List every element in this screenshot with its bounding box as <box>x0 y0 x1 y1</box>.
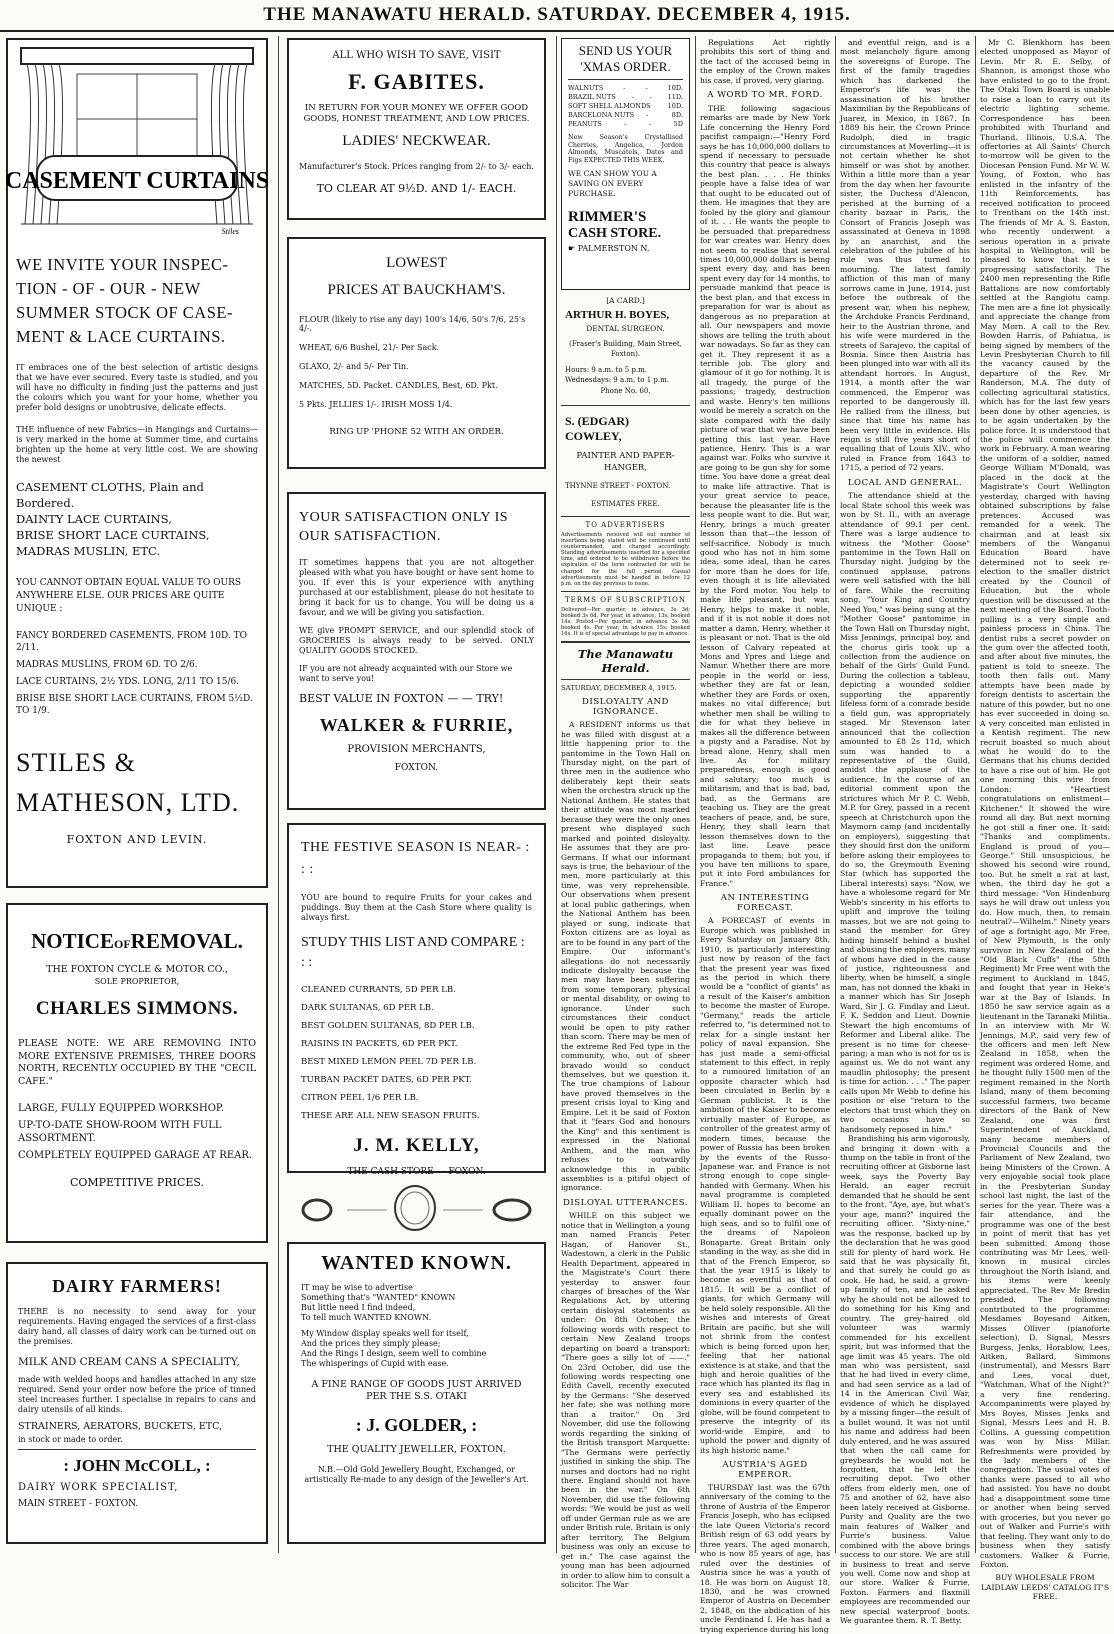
kelly-name: J. M. KELLY, <box>353 1135 480 1156</box>
cowley-trade: PAINTER AND PAPER-HANGER, <box>576 451 675 473</box>
column-rule <box>975 36 976 1553</box>
boyes-card <box>561 290 690 401</box>
article-body: THE following sagacious remarks are made by New York Life concerning the Henry Ford pacifist campaign:—"Henry Ford says he has 10,000,000 dollars to spend if necessary to persuade this country that peace is always the best plan. . . . He thinks people have a false idea of war that ought to be educated out of them. He imagines that they are fooled by the glory and glamour of it. . . He wants the people to be persuaded that preparedness for war creates war. Henry does not seem to realise that several times 10,000,000 dollars is being spent every day, and has been spent every day for 14 months, to persuade mankind that peace is the best plan, and that excess in preparation for war is about as dangerous as no preparation at all. Our newspapers and movie shows are telling the truth about war nowadays. So far as they can get it. They represent it as a terrible job. The glory and glamour of it go for nothing. It is all tragedy, the purge of the passions; tragedy, destruction and waste. Henry's ten millions would be merely a scratch on the slate compared with the daily picture of war that we have been getting this last year. Have patience, Henry. This is a war against war. Folks who survive it are going to be gun shy for some time. You have done a great deal to make life attractive. That is your great service to peace, because the pleasanter life is the less people want to die. But war, Henry, brings a much greater lesson than that—the lesson of self-sacrifice. Nobody is much good who has not in him some idea, some ideal, than he cares for more than he does for life, even though it is life alleviated by the Ford motor. You help to make life pleasant, but war, Henry, helps to make it noble, and if it is not noble it does not matter a damn, Henry, whether it is pleasant or not. That is the old lesson of Calvary repeated at Mons and Ypres and Liege and Namur. Whether there are more people in the world or less, whether they are fat or lean, whether they are Fords or oxen, makes no vital difference; but whether men shall be willing to die for what they believe in makes all the difference between a pigsty and a Paradise. Not by bread alone, Henry, shall men live. As for military preparedness, enough is good and salutary; too much is militarism, and that is bad, bad, bad, as the Germans are teaching us. They are the great teachers of peace, and, be sure, Henry, they shall learn that lesson themselves down to the last line. Leave peace propaganda to them; but you, if you have ten millions to spare, put it into Ford ambulances for France." <box>700 103 830 888</box>
removal-ad <box>6 903 268 1243</box>
curtains-line: DAINTY LACE CURTAINS, <box>16 512 172 526</box>
article-body: and eventful reign, and is a most melancholy figure among the sovereigns of Europe. The first of the family tragedies which has darkened the Emperor's life was the assassination of his brother Maximilian by the Republicans of Juarez, in Mexico, in 1867. In 1889 his heir, the Crown Prince Rudolph, died in tragic circumstances at Moverling—it is not certain whether he shot himself or was shot by another. Within a little more than a year from the day when her favourite sister, the Duchess d'Alencon, perished at the burning of a charity bazaar in Paris, the Consort of Francis Joseph was assassinated at Geneva in 1898 by an anarchist, and the celebration of the jubilee of his rule was thus turned to mourning. The latest family affliction of this man of many sorrows came in June, 1914, just before the outbreak of the present war, when his nephew, the Archduke Francis Ferdinand, heir to the Austrian throne, and his wife were murdered in the streets of Sarajevo, the capital of Bosnia. Since then Austria has been plunged into war with all its attendant horrors. In August, 1914, a month after the war commenced, the Emperor was reported to be dangerously ill. He rallied from the illness, but since that time his name has been very little in evidence. His reign is still five years short of equalling that of Louis XIV., who ruled in France from 1643 to 1715, a period of 72 years. <box>840 38 970 473</box>
rimmer-cash: CASH STORE. <box>568 226 662 242</box>
removal-owner: CHARLES SIMMONS. <box>35 998 239 1019</box>
boyes-trade: DENTAL SURGEON. <box>586 324 665 333</box>
article-heading: AUSTRIA'S AGED EMPEROR. <box>722 1460 808 1480</box>
curtains-heading: WE INVITE YOUR INSPEC-TION - OF - OUR - NEW SUMMER STOCK OF CASE-MENT & LACE CURTAINS. <box>16 255 233 346</box>
advertisers-heading: TO ADVERTISERS <box>585 521 666 529</box>
walker-firm: WALKER & FURRIE, <box>319 715 514 735</box>
kelly-study: STUDY THIS LIST AND COMPARE : : : <box>301 935 525 970</box>
golder-verse: To tell much WANTED KNOWN. <box>301 1313 432 1322</box>
rimmer-heading: SEND US YOUR 'XMAS ORDER. <box>578 43 673 74</box>
gabites-line: ALL WHO WISH TO SAVE, VISIT <box>332 50 501 61</box>
curtains-line: MADRAS MUSLIN, ETC. <box>16 544 161 558</box>
golder-name: : J. GOLDER, : <box>355 1415 478 1435</box>
article-heading: A WORD TO MR. FORD. <box>707 90 823 101</box>
golder-trade: THE QUALITY JEWELLER, FOXTON. <box>327 1444 506 1455</box>
bauckham-item: FLOUR (likely to rise any day) 100's 14/6, 50's 7/6, 25's 4/-. <box>299 315 526 333</box>
removal-note: PLEASE NOTE: WE ARE REMOVING INTO MORE EXTENSIVE PREMISES, THREE DOORS NORTH, RECENTLY OCCUPIED BY THE "CECIL CAFE." <box>18 1038 256 1087</box>
curtains-line: CASEMENT CLOTHS, Plain and Bordered. <box>16 480 204 510</box>
paper-title: The Manawatu Herald. <box>577 647 674 676</box>
dairy-trade: DAIRY WORK SPECIALIST, <box>18 1482 179 1493</box>
column-5 <box>700 38 830 1634</box>
rimmer-row: WALNUTS - - 10D. <box>568 84 683 92</box>
curtains-ad <box>6 38 268 888</box>
curtains-price: MADRAS MUSLINS, FROM 6D. TO 2/6. <box>16 660 198 670</box>
article-body: A FORECAST of events in Europe which was published in Every Saturday on January 8th, 1910, is particularly interesting just now by reason of the fact that the present year was fixed as the period in which there would be a "conflict of giants" as a result of the Kaiser's ambition to become the master of Europe. "Germany," reads the article referred to, "is determined not to relax for a single instant her policy of naval expansion. She has just made a semi-official statement to this effect, in reply to a rumoured limitation of an opposite character which had been circulated in Berlin by a German publicist. It is the ambition of the Kaiser to become virtually master of Europe, as controller of the greatest army of modern times, because the power of Russia has been broken by the events of the Russo-Japanese war, and France is not strong enough to cope single-handed with Germany. When his naval programme is completed William II. hopes to become an equally dominant power on the high seas, and so to fulfil one of the dreams of Napoleon Bonaparte. Great Britain only standing in the way, as she did in that of the French Emperor, so that the year 1915 is likely to become as eventful as that of 1815. It will be a conflict of giants, for which Germany will be held solely responsible. All the wishes and interests of Great Britain are pacific, but she will not shrink from the contest which is being forced upon her, feeling that her national existence is at stake, and that the high and heroic qualities of the race which has planted its flag in every sea and established its dominions in every quarter of the globe, will be found competent to preserve the integrity of its world-wide Empire, and to uphold the power and dignity of its high historic name." <box>700 916 830 1455</box>
removal-line: UP-TO-DATE SHOW-ROOM WITH FULL ASSORTMENT. <box>18 1120 222 1144</box>
paper-date: SATURDAY, DECEMBER 4, 1915. <box>561 684 677 693</box>
removal-line: COMPETITIVE PRICES. <box>69 1176 205 1189</box>
gabites-clear: TO CLEAR AT 9½D. AND 1/- EACH. <box>316 182 517 195</box>
kelly-item: CITRON PEEL 1/6 PER LB. <box>301 1093 419 1103</box>
curtains-firm: STILES & MATHESON, LTD. <box>16 748 240 817</box>
golder-verse: And the Rings I design, seem well to combine <box>301 1349 487 1358</box>
column-7 <box>980 38 1110 1602</box>
article-body: Brandishing his arm vigorously, and bringing it down with a thump on the table in front of the recruiting officer at Gisborne last week, says the Poverty Bay Herald, an eager recruit demanded that he should be sent to the front. "Aye, aye, but what's your age, mann?" inquired the recruiting officer. "Sixty-nine," was the response, backed up by the declaration that he was good still for plenty of hard work. He said that he was physically fit, and that surely he could go as cook. He had, he said, a grown-up family of ten, and he asked why he should not be allowed to do something for his King and country. The grey-haired old volunteer was warmly commended for his excellent spirit, but was informed that the age limit was 45 years. The old man who was persistent, said that he had lived in every clime, and had seen service as a lad of 14 in the American Civil War, evidence of which he displayed by a missing finger—the result of a bullet wound. It was not until his name and address had been duly entered, and he was assured that when the call came for greybeards he would not be forgotten, that he left the recruiting depot. Two other offers from elderly men, one of 75 and another of 62, have also been lately received at Gisborne. Purity and Quality are the two main features of Walker and Furrie's business. Value combined with the above brings success to our store. We are still in business to treat and serve you well. Come now and shop at our store. Walker & Furrie, Foxton. Farmers and flaxmill employees are recommended our new special waterproof boots. We guarantee them. R. T. Betty. <box>840 1134 970 1626</box>
removal-sole: SOLE PROPRIETOR, <box>94 977 180 986</box>
dairy-para: THERE is no necessity to send away for your requirements. Having engaged the services of a first-class dairy hand, all classes of dairy work can be turned out on the premises. <box>18 1307 256 1346</box>
walker-para: WE give PROMPT SERVICE, and our splendid stock of GROCERIES is always ready to be served. ONLY QUALITY GOODS STOCKED. <box>299 626 534 655</box>
article-body: THURSDAY last was the 67th anniversary of the coming to the throne of Austria of the Emperor Francis Joseph, who has eclipsed the late Queen Victoria's record British reign of 63 odd years by three years. The aged monarch, who is now 85 years of age, has ruled over the destinies of Austria since he was a youth of 18. He was born on August 18, 1830, and he was crowned Emperor of Austria on December 2, 1848, on the abdication of his uncle Ferdinand I. He has had a trying experience during his long <box>700 1482 830 1634</box>
article-heading: DISLOYALTY AND IGNORANCE. <box>582 697 669 717</box>
dairy-street: MAIN STREET - FOXTON. <box>18 1499 139 1509</box>
kelly-item: CLEANED CURRANTS, 5D PER LB. <box>301 985 456 995</box>
article-heading: AN INTERESTING FORECAST. <box>720 893 810 913</box>
cowley-street: THYNNE STREET - FOXTON. <box>565 482 671 490</box>
walker-heading: YOUR SATISFACTION ONLY IS OUR SATISFACTION. <box>299 510 509 544</box>
article-body: Mr C. Blenkhorn has been elected unopposed as Mayor of Levin. Mr R. E. Selby, of Shannon, is amongst those who have enlisted to go to the front. The Otaki Town Board is unable to raise a loan to carry out its electric lighting scheme. Correspondence has been prohibited with Thurland and Thurland, Illinois, U.S.A. The offertories at All Saints' Church to-morrow will be given to the Diocesan Pension Fund. Mr W. W. Young, of Foxton, who has enlisted in the infantry of the 11th Reinforcements, has received notification to proceed to Trentham on the 14th inst. The friends of Mr A. S. Easton, who recently underwent a serious operation in a private hospital in Wellington, will be pleased to know that he is progressing satisfactorily. The 2400 men representing the Rifle Battalions are now comfortably settled at the Rangiotu camp. The men are a fine lot physically and appreciate the change from May Morn. A call to the Rev. Bowden Harris, of Pahiatua, is being signed by members of the Levin Presbyterian Church to fill the vacancy caused by the departure of the Rev. Mr Randerson, M.A. The duty of collecting agricultural statistics, which has for the last few years been done by other agencies, is to be again undertaken by the police force. It is understood that the police will commence the work in February. A man wearing the uniform of a soldier, named George William M'Donald, was placed in the dock at the Magistrate's Court Wellington yesterday, charged with having obtained subscriptions by false pretences. Accused was remanded for a week. The chairman and at least six members of the Wanganui Education Board have determined not to seek re-election to the smaller district created by the Council of Education, but the whole question will be discussed at the next meeting of the Board. Tooth-pulling is a very simple and painless process in China. The dentist rubs a secret powder on the gum over the affected tooth, and after about five minutes, the patient is told to sneeze. The tooth then falls out. Many attempts have been made by foreign dentists to ascertain the nature of this powder, but no one has ever succeeded in doing so. A very conceited man enlisted in a Kentish regiment. The new recruit boasted so much about what he would do to the Germans that his chums decided to have a rise out of him. He got one morning this wire from London: "Heartiest congratulations on enlistment—Kitchener." It showed the wire round all day. But next morning he got still a finer one. It said: "Thanks and compliments. England is proud of you—George." Still unsuspicious, he showed his second wire round, too. But he smelt a rat at last, when, the third day he got a third message: "Von Hindenburg says he will draw out unless you do. How much, then, to remain neutral?—Wilhelm." Ninety years of age a fortnight ago, Mr Free, of New Plymouth, is the only survivor in New Zealand of the "Old Black Cuffs" (the 58th Regiment) Mr Free went with the regiment to Auckland in 1845, and fought that year in Heke's war at the Bay of Islands. In 1850 he saw service again as a lieutenant in the Taranaki Militia. In an interview with Mr W. Jennings, M.P., said very few of the officers and men left New Zealand in 1858, when the regiment was ordered Home, and he thought fully 1500 men of the regiment remained in the North Island, many of them becoming successful farmers, two became directors of the Bank of New Zealand, one was first Superintendent of Auckland, many became members of Provincial Councils and the Parliament of New Zealand, two being Ministers of the Crown. A very enjoyable social took place in the Presbyterian Sunday school last night, the last of the series for the year. There was a fair attendance, and the programme was one of the best in point of merit that has yet been submitted. Among those contributing was Mr Lees, well-known in musical circles throughout the North Island, and his items were keenly appreciated. The Rev Mr Bredin presided. The following contributed to the programme: Mesdames Boyesand Aitken, Misses Olliver (pianoforte selection), D. Signal, Messrs Burgess, Jenks, Horablow, Lees, Aitken, Ballard, Simmons (instrumental), and Messrs Barr and Lees, vocal duet, "Watchman, What of the Night?" a very fine rendering. Accompaniments were played by Mrs Boyes, Misses Jenks and Signal, Messrs Lees and H. B. Collins. A guessing competition was won by Miss Millar. Refreshments were provided by the lady members of the congregation. The usual votes of thanks were passed to all who had assisted. You have no doubt had a disappointment some time or another when being served with groceries, but you never go out of Walker and Furrie's with that feeling. They want only to do business when they satisfy customers. Walker & Furrie, Foxton. <box>980 38 1110 1569</box>
masthead: THE MANAWATU HERALD. SATURDAY. DECEMBER 4, 1915. <box>0 0 1114 32</box>
golder-verse: IT may be wise to advertise <box>301 1283 413 1292</box>
rimmer-para: New Season's Crystallised Cherries, Angelica, Jordon Almonds, Muscatels, Dates and Figs EXPECTED THIS WEEK. <box>568 133 683 164</box>
curtains-place: FOXTON AND LEVIN. <box>66 833 208 846</box>
golder-verse: But little need I find indeed, <box>301 1303 416 1312</box>
dairy-ad <box>6 1262 268 1544</box>
curtains-line: BRISE SHORT LACE CURTAINS, <box>16 528 210 542</box>
kelly-item: TURBAN PACKET DATES, 6D PER PKT. <box>301 1075 472 1085</box>
curtains-price: BRISE BISE SHORT LACE CURTAINS, FROM 5½D. TO 1/9. <box>16 694 253 716</box>
dairy-speciality: MILK AND CREAM CANS A SPECIALITY, <box>18 1356 240 1368</box>
article-heading: DISLOYAL UTTERANCES. <box>562 1197 689 1208</box>
curtains-price: LACE CURTAINS, 2½ YDS. LONG, 2/11 TO 15/6. <box>16 677 240 687</box>
rimmer-name: RIMMER'S <box>568 209 647 226</box>
golder-ad <box>287 1180 546 1544</box>
bauckham-item: 5 Pkts. JELLIES 1/-. IRISH MOSS 1/4. <box>299 400 453 409</box>
bauckham-ring: RING UP 'PHONE 52 WITH AN ORDER. <box>329 427 504 437</box>
golder-nb: N.B.—Old Gold Jewellery Bought, Exchanged, or artistically Re-made to any design of the Jeweller's Art. <box>304 1465 529 1484</box>
bauckham-ad <box>287 237 546 469</box>
cowley-name: S. (EDGAR) COWLEY, <box>565 414 630 443</box>
rimmer-place: ☛ PALMERSTON N. <box>568 244 650 254</box>
removal-company: THE FOXTON CYCLE & MOTOR CO., <box>46 964 228 975</box>
column-rule <box>556 36 557 1553</box>
column-4 <box>561 38 690 1589</box>
article-body: WHILE on this subject we notice that in Wellington a young man named Francis Peter Hagan, of Hanover St., Wadestown, a clerk in the Public Health Department, appeared in the Magistrate's Court there yesterday to answer four charges of breaches of the War Regulations Act, by uttering certain disloyal statements as under: On 8th October, the following words with respect to certain New Zealand troops departing on board a transport: "There goes a silly lot of ——." On 23rd October, did use the following words respecting one Edith Cavell, recently executed by the Germans: "She deserved her fate; she was nothing more than a traitor." On 3rd November, did use the following words regarding the sinking of the British transport Marquette: "The Germans were perfectly justified in sinking the ship. The nurses and doctors had no right there. England should not have been in the war." On 6th November, did use the following words: "We would be just as well off under German rule as we are under British rule. Britain is only after territory. The Belgium business was only an excuse to get in." The case against the young man has been adjourned in order to allow him to consult a solicitor. The War <box>561 1211 690 1589</box>
rimmer-row: BARCELONA NUTS - 8D. <box>568 111 683 119</box>
walker-place: FOXTON. <box>394 763 439 773</box>
rimmer-row: BRAZIL NUTS - - 11D. <box>568 93 683 101</box>
curtains-para: IT embraces one of the best selection of artistic designs that we have ever secured. Every taste is studied, and you will have no difficulty in finding just the patterns and just the colours which you want for your home, whether you prefer bold designs or unobtrusive, delicate effects. <box>16 363 258 412</box>
subscription-notice: Delivered—Per quarter, in advance, 3s 3d; booked 3s 6d. Per year, in advance, 13s; booked 14s. Posted—Per quarter, in advance 3s 9d; booked 4s. Per year, in advance 15s; booked 16s. It is of special advantage to pay in advance. <box>561 606 690 638</box>
walker-trade: PROVISION MERCHANTS, <box>347 744 486 755</box>
dairy-para: made with welded hoops and handles attached in any size required. Send your order now before the price of tinned steel increases further. I specialise in repairs to cans and dairy utensils of all kinds. <box>18 1375 256 1414</box>
kelly-para: YOU are bound to require Fruits for your cakes and puddings. Buy them at the Cash Store where quality is always first. <box>301 893 532 922</box>
removal-line: COMPLETELY EQUIPPED GARAGE AT REAR. <box>18 1150 253 1161</box>
gabites-neckwear: LADIES' NECKWEAR. <box>342 133 491 149</box>
curtains-logo: CASEMENT CURTAINS <box>4 168 270 194</box>
curtains-price: FANCY BORDERED CASEMENTS, FROM 10D. TO 2/11. <box>16 631 247 653</box>
golder-verse: And the prices they simply please; <box>301 1339 441 1348</box>
walker-best: BEST VALUE IN FOXTON — — TRY! <box>299 692 504 705</box>
walker-para: IT sometimes happens that you are not altogether pleased with what you have bought or have sent home to you. If ever this is your experience with anything purchased at our establishment, please do not hesitate to bring it back for us to change. You will be doing us a favour, and we will be giving you satisfaction. <box>299 558 534 617</box>
golder-verse: My Window display speaks well for itself, <box>301 1329 469 1338</box>
dairy-stock: in stock or made to order. <box>18 1435 123 1444</box>
article-body: The attendance shield at the local State school this week was won by St. II., with an average attendance of 99.1 per cent. There was a large audience to witness the "Mother Goose" pantomime in the Town Hall on Thursday night. Judging by the continued applause, patrons were well satisfied with the bill of fare. While the recruiting song, "Your King and Country Need You," was being sung at the "Mother Goose" pantomime in the Town Hall on Thursday night, Miss Jennings, principal boy, and the chorus girls took up a collection from the audience on behalf of the Girls' Guild Fund. During the collection a tableau, depicting a wounded soldier supporting the apparently lifeless form of a comrade beside a field gun, was appropriately staged. Mr Stevenson later announced that the collection amounted to £8 2s 11d, which sum was handed to a representative of the Guild, amidst the applause of the audience. In the course of an editorial comment upon the strictures which Mr P. C. Webb, M.P. for Grey, passed in a recent speech at Christchurch upon the Maymorn camp (and incidentally on employers), suggesting that they should first don the uniform before asking their employees to do so, the Greymouth Evening Star (which has supported the Liberal interests) says: "Now, we have a wholesome regard for Mr Webb's sincerity in his efforts to uplift and improve the toiling masses, but we are not going to stand the member for Grey hiding himself behind a bushel and abusing the employers, many of whom have died in the cause of justice, righteousness and liberty, when he himself, a single man, has not donned the khaki in a manner which has Sir Joseph Ward, Sir J. G. Findlay and Lieut. F. K. Seddon and Lieut. Downie Stewart the high encomiums of Reformer and Liberal alike. The present is no time for cheese-paring; a man who is not for us is against us. We do not want any maudlin philosophy; the present is time for action. . . ." The paper calls upon Mr Webb to define his position or else "return to the electors that trust which they on two occasions have so handsomely reposed in him." <box>840 491 970 1134</box>
boyes-hours: Hours: 9 a.m. to 5 p.m. Wednesdays: 9 a.m. to 1 p.m. <box>565 366 669 384</box>
curtains-para: THE influence of new Fabrics—in Hangings and Curtains—is very marked in the home at Summer time, and curtains brighten up the home at very little cost. We are showing the newest <box>16 425 258 464</box>
jewellery-illustration <box>287 1180 546 1240</box>
gabites-name: F. GABITES. <box>348 69 485 94</box>
subscription-heading: TERMS OF SUBSCRIPTION <box>564 595 687 604</box>
dairy-strainers: STRAINERS, AERATORS, BUCKETS, ETC, <box>18 1421 223 1432</box>
gabites-offer: IN RETURN FOR YOUR MONEY WE OFFER GOOD GOODS, HONEST TREATMENT, AND LOW PRICES. <box>303 103 530 124</box>
walker-para: IF you are not already acquainted with our Store we want to serve you! <box>299 664 513 683</box>
dairy-title: DAIRY FARMERS! <box>52 1276 222 1296</box>
advertisers-notice: Advertisements received will out number of insertions being stated will be continued until countermanded, and charged accordingly. Standing advertisements inserted for a specified time, and ordered to be withdrawn before the expiration of the term contracted for will be charged for the full period. Casual advertisements must be handed in before 12 p.m. on the day previous to issue. <box>561 532 690 587</box>
cowley-estimates: ESTIMATES FREE. <box>591 500 660 508</box>
column-6 <box>840 38 970 1626</box>
boyes-card-label: [A CARD.] <box>606 296 645 305</box>
walker-ad <box>287 492 546 810</box>
logo-signature: Stiles <box>221 227 239 236</box>
bauckham-lowest: LOWEST <box>386 255 447 271</box>
kelly-item: BEST GOLDEN SULTANAS, 8D PER LB. <box>301 1021 475 1031</box>
bauckham-item: WHEAT, 6/6 Bushel, 21/- Per Sack. <box>299 343 440 352</box>
kelly-new: THESE ARE ALL NEW SEASON FRUITS. <box>301 1111 480 1121</box>
golder-verse: The whisperings of Cupid with ease. <box>301 1359 449 1368</box>
boyes-phone: Phone No. 60. <box>600 387 651 395</box>
laidlaw-ad: BUY WHOLESALE FROM LAIDLAW LEEDS' CATALOG IT'S FREE. <box>980 1573 1110 1602</box>
boyes-addr: (Fraser's Building, Main Street, Foxton). <box>569 340 682 358</box>
article-heading: LOCAL AND GENERAL. <box>847 477 963 488</box>
rimmer-ad <box>561 38 690 290</box>
removal-title: NOTICEOFREMOVAL. <box>31 929 243 953</box>
rimmer-row: SOFT SHELL ALMONDS 10D. <box>568 102 683 110</box>
bauckham-item: MATCHES, 5D. Packet. CANDLES, Best, 6D. Pkt. <box>299 381 498 390</box>
golder-verse: Something that's "WANTED" KNOWN <box>301 1293 456 1302</box>
column-rule <box>278 36 279 1553</box>
gabites-stock: Manufacturer's Stock. Prices ranging from 2/- to 3/- each. <box>299 162 534 171</box>
rimmer-row: PEANUTS - - 5D <box>568 120 683 128</box>
gabites-ad <box>287 38 546 220</box>
removal-line: LARGE, FULLY EQUIPPED WORKSHOP. <box>18 1103 224 1114</box>
kelly-heading: THE FESTIVE SEASON IS NEAR- : : : <box>301 840 530 877</box>
kelly-item: RAISINS IN PACKETS, 6D PER PKT. <box>301 1039 458 1049</box>
boyes-name: ARTHUR H. BOYES, <box>565 309 670 321</box>
article-body: Regulations Act rightly prohibits this sort of thing and the tact of the accused being in the employ of the Crown makes his case, if proved, very glaring. <box>700 38 830 85</box>
bauckham-prices: PRICES AT BAUCKHAM'S. <box>327 282 506 298</box>
kelly-item: BEST MIXED LEMON PEEL 7D PER LB. <box>301 1057 477 1067</box>
column-rule <box>695 36 696 1553</box>
article-body: A RESIDENT informs us that he was filled with disgust at a little happening prior to the pantomime in the Town Hall on Thursday night, on the part of three men in the audience who deliberately kept their seats when the orchestra struck up the National Anthem. He states that their attitude was most marked because they were the only ones present who displayed such marked and pointed disloyalty. He assumes that they are pro-Germans. If what our informant says is true, the behaviour of the men, more particularly at this time, was very reprehensible. Our observations when present at local public gatherings, when the National Anthem has been played or sung, indicate that Foxton citizens are as loyal as are to be found in any part of the Empire. Our informant's allegations do not necessarily indicate disloyalty because the men may have been suffering from some temporary, physical or mental disability, or owing to ignorance. Under such circumstances their conduct would be open to pity rather than scorn. There may be men of the extreme Red Fed type in the community, who, out of sheer bravado would so conduct themselves, but we question it. The true champions of Labour have proved themselves in the present crisis loyal to King and Empire. Let it be said of Foxton that it "fears God and honours the King" and this sentiment is expressed in the National Anthem, and the man who refuses to outwardly acknowledge this in public assemblies is a pitiful object of ignorance. <box>561 720 690 1193</box>
bauckham-item: GLAXO, 2/- and 5/- Per Tin. <box>299 362 409 371</box>
cowley-card <box>561 410 690 512</box>
curtain-illustration <box>4 44 270 239</box>
golder-range: A FINE RANGE OF GOODS JUST ARRIVED PER THE S.S. OTAKI <box>311 1379 522 1402</box>
golder-heading: WANTED KNOWN. <box>321 1252 512 1274</box>
rimmer-save: WE CAN SHOW YOU A SAVING ON EVERY PURCHASE. <box>568 169 657 199</box>
kelly-item: DARK SULTANAS, 6D PER LB. <box>301 1003 434 1013</box>
kelly-store: THE CASH STORE - - FOXON. <box>347 1167 486 1177</box>
column-rule <box>835 36 836 1553</box>
dairy-name: : JOHN McCOLL, : <box>63 1456 211 1475</box>
pointing-hand-icon: ☛ <box>568 244 578 254</box>
kelly-ad <box>287 823 546 1177</box>
curtains-note: YOU CANNOT OBTAIN EQUAL VALUE TO OURS ANYWHERE ELSE. OUR PRICES ARE QUITE UNIQUE : <box>16 578 242 614</box>
